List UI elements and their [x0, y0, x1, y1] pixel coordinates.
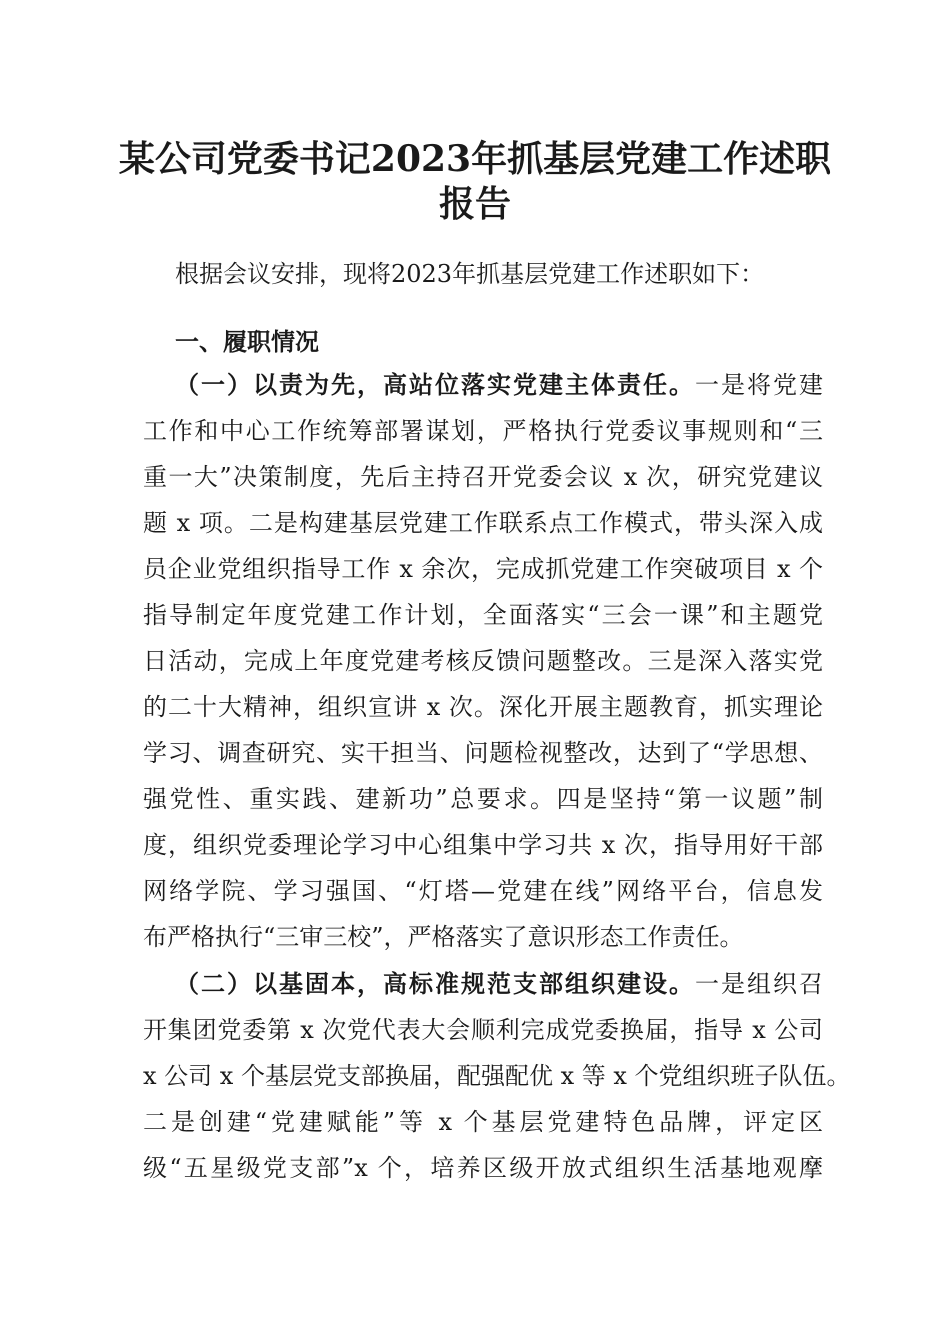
para1-subheading: （一）以责为先，高站位落实党建主体责任。: [175, 371, 695, 399]
para2-first-line: [175, 969, 823, 999]
para1-line: 重一大”决策制度，先后主持召开党委会议 x 次，研究党建议: [143, 463, 823, 491]
para2-line: 级“五星级党支部”x 个，培养区级开放式组织生活基地观摩: [143, 1154, 823, 1182]
para1-line: 指导制定年度党建工作计划，全面落实“三会一课”和主题党: [143, 601, 823, 629]
para1-line: 员企业党组织指导工作 x 余次，完成抓党建工作突破项目 x 个: [143, 555, 823, 583]
para1-line: 题 x 项。二是构建基层党建工作联系点工作模式，带头深入成: [143, 509, 823, 537]
document-title-line-1: 某公司党委书记2023年抓基层党建工作述职: [118, 138, 832, 180]
para1-line: 工作和中心工作统筹部署谋划，严格执行党委议事规则和“三: [143, 417, 823, 445]
para1-line: 的二十大精神，组织宣讲 x 次。深化开展主题教育，抓实理论: [143, 693, 823, 721]
para1-line: 学习、调查研究、实干担当、问题检视整改，达到了“学思想、: [143, 739, 823, 767]
para1-line: 日活动，完成上年度党建考核反馈问题整改。三是深入落实党: [143, 647, 823, 675]
intro-paragraph: 根据会议安排，现将2023年抓基层党建工作述职如下：: [175, 260, 765, 288]
para2-subheading: （二）以基固本，高标准规范支部组织建设。: [175, 970, 695, 998]
para1-line: 度，组织党委理论学习中心组集中学习共 x 次，指导用好干部: [143, 831, 823, 859]
section-heading-1: 一、履职情况: [175, 328, 319, 356]
para1-line: 强党性、重实践、建新功”总要求。四是坚持“第一议题”制: [143, 785, 823, 813]
para2-first-rest: 一是组织召: [695, 970, 823, 998]
para1-line: 网络学院、学习强国、“灯塔—党建在线”网络平台，信息发: [143, 877, 823, 905]
para1-first-line: [175, 370, 823, 400]
para2-line: 开集团党委第 x 次党代表大会顺利完成党委换届，指导 x 公司: [143, 1016, 823, 1044]
para1-first-rest: 一是将党建: [695, 371, 823, 399]
para2-line: x 公司 x 个基层党支部换届，配强配优 x 等 x 个党组织班子队伍。: [143, 1062, 851, 1090]
para1-line: 布严格执行“三审三校”，严格落实了意识形态工作责任。: [143, 923, 744, 951]
document-title-line-2: 报告: [438, 183, 511, 225]
para2-line: 二是创建“党建赋能”等 x 个基层党建特色品牌，评定区: [143, 1108, 823, 1136]
